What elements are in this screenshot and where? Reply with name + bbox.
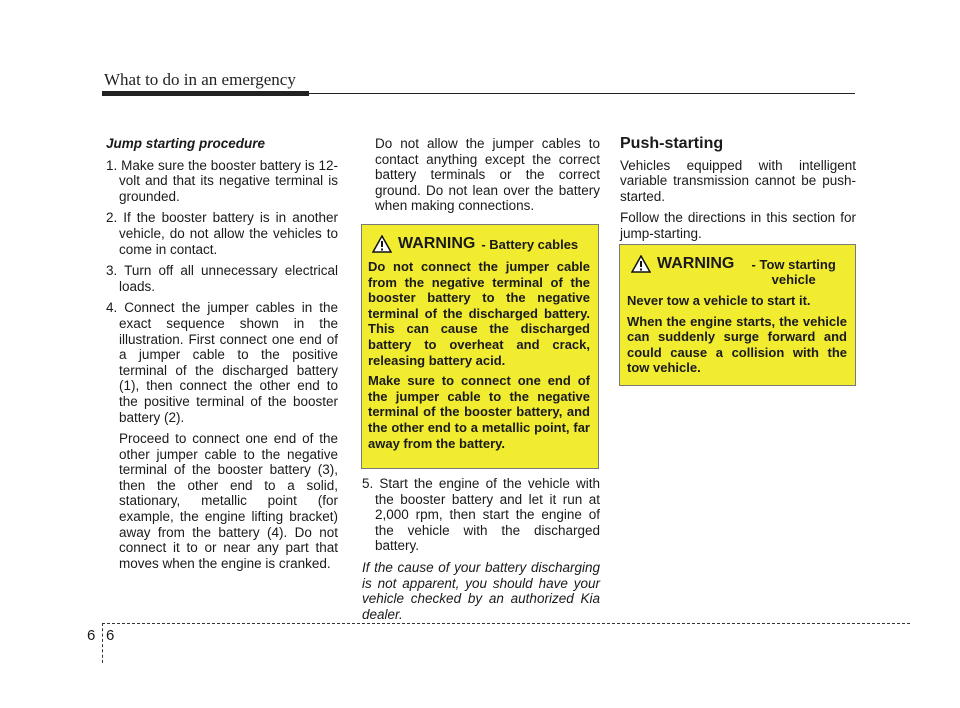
column-1 (106, 136, 338, 577)
warning-subtitle: - Battery cables (481, 237, 579, 252)
footer-rule (102, 623, 910, 624)
warning-text-2: When the engine starts, the vehicle can suddenly surge forward and could cause a collision with the tow vehicle. (627, 313, 847, 376)
note-battery-discharge: If the cause of your battery discharging is not apparent, you should have your vehicle checked by an authorized Kia dealer. (362, 559, 600, 622)
warning-text-2: Make sure to connect one end of the jumper cable to the negative terminal of the booster battery, and the other end to a metallic point, far away from the battery. (368, 373, 590, 451)
header-rule (309, 93, 855, 94)
push-starting-text-2: Follow the directions in this section for jump-starting. (620, 210, 856, 241)
step-4-continued-2: Do not allow the jumper cables to contact anything except the correct battery terminals or the correct ground. Do not lean over the battery when making connections. (375, 136, 600, 214)
column-3 (620, 136, 856, 248)
section-title-push-starting: Push-starting (620, 135, 724, 152)
section-number: 6 (87, 627, 96, 644)
warning-triangle-icon (631, 255, 651, 273)
warning-label: WARNING (398, 235, 476, 252)
step-4-continued: Proceed to connect one end of the other jumper cable to the negative terminal of the booster battery (3), then the other end to a solid, stationary, metallic point (for example, the engine lifting bracket) away from the battery (4). Do not connect it to or near any part that moves when the engine is cranked. (119, 431, 338, 571)
warning-label: WARNING (657, 255, 735, 272)
warning-text-1: Never tow a vehicle to start it. (627, 293, 811, 308)
step-3: 3. Turn off all unnecessary electrical loads. (106, 263, 338, 294)
warning-subtitle: - Tow starting vehicle (751, 257, 836, 287)
page-number: 6 (106, 627, 115, 644)
warning-header (627, 255, 847, 287)
page-header-title: What to do in an emergency (104, 70, 296, 89)
header-bar (102, 91, 309, 96)
step-5: 5. Start the engine of the vehicle with the booster battery and let it run at 2,000 rpm, then start the engine of the vehicle with the discharged battery. (362, 476, 600, 554)
subheading-jump-starting: Jump starting procedure (106, 136, 266, 151)
warning-triangle-icon (372, 235, 392, 253)
warning-box-tow-starting (619, 244, 856, 386)
warning-text-1: Do not connect the jumper cable from the negative terminal of the booster battery to the negative terminal of the discharged battery. This can cause the discharged battery to overheat and crack, releasing battery acid. (368, 259, 590, 368)
footer-divider (102, 623, 103, 663)
push-starting-text-1: Vehicles equipped with intelligent variable transmission cannot be push-started. (620, 157, 856, 204)
column-2-lower (362, 476, 600, 628)
step-4: 4. Connect the jumper cables in the exact sequence shown in the illustration. First connect one end of a jumper cable to the positive terminal of the discharged battery (1), then connect the other end to the positive terminal of the booster battery (2). (106, 300, 338, 425)
warning-box-battery-cables (361, 224, 599, 469)
step-1: 1. Make sure the booster battery is 12-volt and that its negative terminal is grounded. (106, 157, 338, 204)
column-2 (362, 136, 600, 220)
warning-header (368, 235, 590, 253)
step-2: 2. If the booster battery is in another vehicle, do not allow the vehicles to come in contact. (106, 210, 338, 257)
